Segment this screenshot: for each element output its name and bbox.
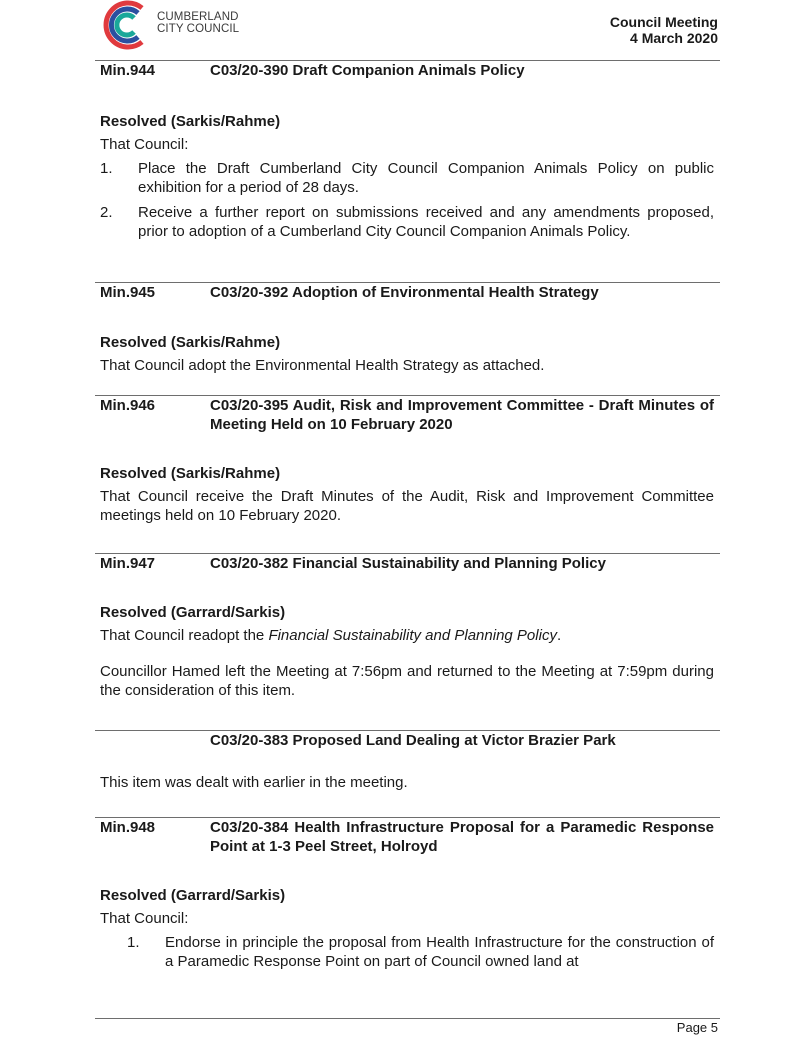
minute-title: C03/20-390 Draft Companion Animals Policy [210,62,525,79]
resolved-line: Resolved (Sarkis/Rahme) [100,113,281,130]
attendance-note: Councillor Hamed left the Meeting at 7:56pm and returned to the Meeting at 7:59pm during the consideration of this item. [100,663,714,699]
minute-947 [100,554,714,700]
resolved-line: Resolved (Sarkis/Rahme) [100,334,281,351]
resolved-line: Resolved (Sarkis/Rahme) [100,465,281,482]
meeting-name: Council Meeting [609,14,718,30]
resolution-text [100,626,714,645]
minute-heading [100,61,714,80]
list-item-text: Place the Draft Cumberland City Council Companion Animals Policy on public exhibition for a period of 28 days. [138,160,714,196]
footer-divider [95,1018,720,1019]
minute-title: C03/20-383 Proposed Land Dealing at Victor Brazier Park [210,732,616,749]
minute-heading [100,554,714,573]
resolution-text-suffix: . [556,627,562,644]
minute-heading [100,818,714,856]
logo-line2: CITY COUNCIL [157,23,240,35]
logo-line1: CUMBERLAND [157,11,239,23]
minute-heading [100,396,714,434]
resolution-text: That Council adopt the Environmental Health Strategy as attached. [100,357,545,374]
resolved-line: Resolved (Garrard/Sarkis) [100,604,286,621]
minute-946 [100,396,714,525]
minute-383 [100,731,714,792]
list-item-number: 1. [100,160,113,177]
intro-text: That Council: [100,910,189,927]
minute-title: C03/20-395 Audit, Risk and Improvement Committee - Draft Minutes of Meeting Held on 10 February 2020 [210,397,714,433]
minute-title: C03/20-384 Health Infrastructure Proposal for a Paramedic Response Point at 1-3 Peel Street, Holroyd [210,819,714,855]
resolution-text: That Council receive the Draft Minutes of the Audit, Risk and Improvement Committee meetings held on 10 February 2020. [100,488,714,524]
item-note: This item was dealt with earlier in the meeting. [100,774,408,791]
list-item [100,203,714,241]
minute-945 [100,283,714,375]
minute-number: Min.947 [100,555,156,572]
minute-title: C03/20-392 Adoption of Environmental Health Strategy [210,284,599,301]
resolution-text-prefix: That Council readopt the [100,627,269,644]
resolved-line: Resolved (Garrard/Sarkis) [100,887,286,904]
minute-title: C03/20-382 Financial Sustainability and Planning Policy [210,555,606,572]
minute-948 [100,818,714,971]
intro-text: That Council: [100,136,189,153]
council-logo [100,0,260,52]
minute-number: Min.948 [100,819,156,836]
page-number: Page 5 [676,1020,718,1035]
minute-heading [100,283,714,302]
meeting-meta [610,14,718,46]
policy-name: Financial Sustainability and Planning Policy [268,627,557,644]
minute-number: Min.946 [100,397,156,414]
list-item-number: 1. [127,934,140,951]
minute-number: Min.945 [100,284,156,301]
council-logo-icon [100,0,152,50]
list-item-number: 2. [100,204,113,221]
list-item-text: Receive a further report on submissions received and any amendments proposed, prior to adoption of a Cumberland City Council Companion Animals Policy. [138,204,714,240]
minute-heading [100,731,714,750]
logo-text [157,11,239,35]
minute-944 [100,61,714,241]
meeting-date: 4 March 2020 [630,30,718,46]
minute-number: Min.944 [100,62,156,79]
list-item [100,159,714,197]
list-item-text: Endorse in principle the proposal from Health Infrastructure for the construction of a Paramedic Response Point on part of Council owned land at [165,934,714,970]
list-item [100,933,714,971]
